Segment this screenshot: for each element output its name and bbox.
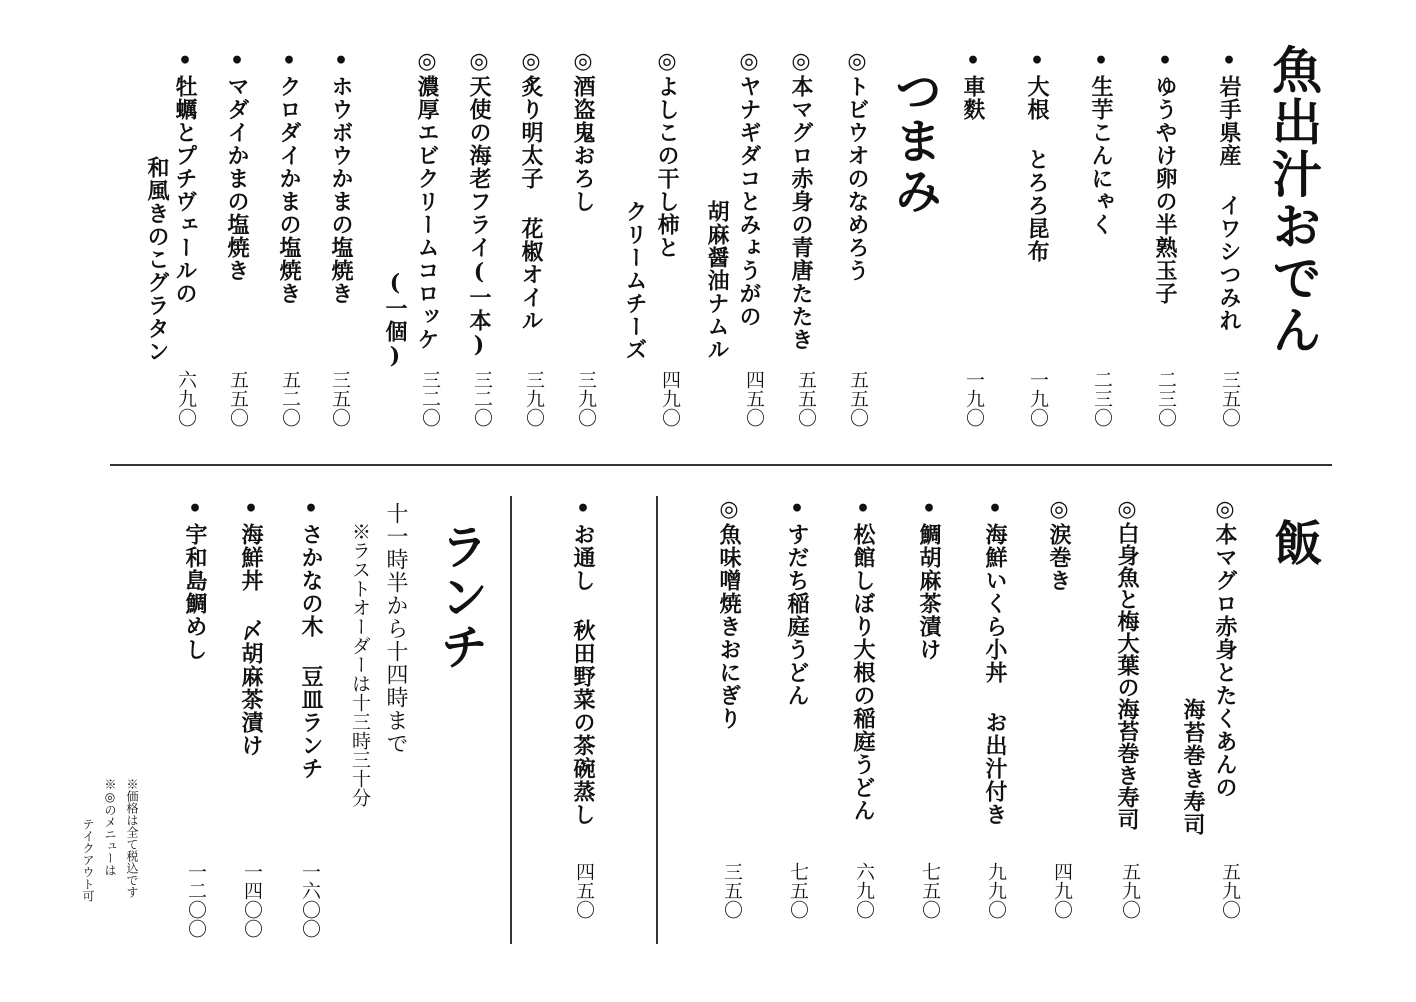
tsumami-price: 五五〇	[795, 370, 817, 427]
meshi-price: 六九〇	[853, 862, 875, 919]
tsumami-item-line2: (一個)	[382, 270, 408, 370]
oden-item: •生芋こんにゃく	[1088, 48, 1114, 236]
lunch-last-order: ※ラストオーダーは十三時三十分	[349, 522, 371, 807]
meshi-price: 七五〇	[919, 862, 941, 919]
oden-title: 魚出汁おでん	[1264, 44, 1323, 356]
meshi-item: ◎白身魚と梅大葉の海苔巻き寿司	[1114, 496, 1140, 830]
column-divider	[656, 496, 658, 944]
otoshi-price: 四五〇	[573, 862, 595, 919]
takeout-note-line2: テイクアウト可	[81, 818, 95, 902]
lunch-price: 一二〇〇	[185, 862, 207, 938]
meshi-price: 五九〇	[1119, 862, 1141, 919]
tsumami-price: 五五〇	[227, 370, 249, 427]
tsumami-item: ◎ヤナギダコとみょうがの	[736, 48, 762, 328]
tsumami-item: •クロダイかまの塩焼き	[276, 48, 302, 305]
lunch-title: ランチ	[432, 522, 488, 672]
otoshi-item: •お通し 秋田野菜の茶碗蒸し	[570, 496, 596, 826]
meshi-item: ◎本マグロ赤身とたくあんの	[1212, 496, 1238, 799]
tsumami-item: •ホウボウかまの塩焼き	[328, 48, 354, 305]
lunch-price: 一四〇〇	[241, 862, 263, 938]
oden-item: •車麩	[960, 48, 986, 121]
tsumami-item: •マダイかまの塩焼き	[224, 48, 250, 282]
tsumami-item: •牡蠣とプチヴェールの	[172, 48, 198, 305]
tsumami-item: ◎炙り明太子 花椒オイル	[518, 48, 544, 332]
section-divider	[110, 464, 1332, 466]
tsumami-price: 三二〇	[419, 370, 441, 427]
tsumami-price: 六九〇	[175, 370, 197, 427]
oden-price: 一九〇	[963, 370, 985, 427]
lunch-item: •宇和島鯛めし	[182, 496, 208, 661]
tsumami-item: ◎濃厚エビクリームコロッケ	[414, 48, 440, 351]
tsumami-price: 五二〇	[279, 370, 301, 427]
tsumami-price: 三五〇	[329, 370, 351, 427]
meshi-item: •鯛胡麻茶漬け	[916, 496, 942, 661]
oden-price: 一九〇	[1027, 370, 1049, 427]
meshi-price: 五九〇	[1219, 862, 1241, 919]
tsumami-item-line2: クリームチーズ	[622, 200, 648, 361]
tsumami-item-line2: 和風きのこグラタン	[144, 156, 170, 363]
tsumami-price: 四九〇	[659, 370, 681, 427]
oden-price: 二三〇	[1091, 370, 1113, 427]
oden-price: 二三〇	[1155, 370, 1177, 427]
tsumami-item: ◎酒盗鬼おろし	[570, 48, 596, 213]
tsumami-item: ◎よしこの干し柿と	[654, 48, 680, 259]
tsumami-price: 四五〇	[743, 370, 765, 427]
oden-item: •ゆうやけ卵の半熟玉子	[1152, 48, 1178, 305]
lunch-item: •海鮮丼 〆胡麻茶漬け	[238, 496, 264, 757]
tsumami-item-line2: 胡麻醤油ナムル	[704, 200, 730, 361]
meshi-price: 四九〇	[1051, 862, 1073, 919]
tax-note: ※価格は全て税込です	[125, 778, 139, 898]
lunch-item: •さかなの木 豆皿ランチ	[298, 496, 324, 780]
meshi-item: •すだち稲庭うどん	[784, 496, 810, 707]
tsumami-price: 三九〇	[575, 370, 597, 427]
oden-item: •大根 とろろ昆布	[1024, 48, 1050, 263]
tsumami-price: 五五〇	[847, 370, 869, 427]
meshi-price: 七五〇	[787, 862, 809, 919]
tsumami-price: 三二〇	[471, 370, 493, 427]
oden-item: •岩手県産 イワシつみれ	[1216, 48, 1242, 332]
column-divider	[510, 496, 512, 944]
oden-price: 三五〇	[1219, 370, 1241, 427]
lunch-hours: 十一時半から十四時まで	[383, 502, 408, 755]
meshi-title: 飯	[1266, 518, 1322, 568]
tsumami-title: つまみ	[886, 66, 942, 216]
meshi-item: ◎魚味噌焼きおにぎり	[716, 496, 742, 730]
meshi-item: ◎涙巻き	[1046, 496, 1072, 592]
lunch-price: 一六〇〇	[299, 862, 321, 938]
tsumami-item: ◎天使の海老フライ(一本)	[466, 48, 492, 359]
meshi-item: •海鮮いくら小丼 お出汁付き	[982, 496, 1008, 826]
meshi-price: 三五〇	[721, 862, 743, 919]
tsumami-price: 三九〇	[523, 370, 545, 427]
takeout-note: ※◎のメニューは	[103, 778, 117, 876]
meshi-item: •松館しぼり大根の稲庭うどん	[850, 496, 876, 822]
meshi-price: 九九〇	[985, 862, 1007, 919]
tsumami-item: ◎トビウオのなめろう	[844, 48, 870, 282]
tsumami-item: ◎本マグロ赤身の青唐たたき	[788, 48, 814, 351]
meshi-item-line2: 海苔巻き寿司	[1180, 698, 1206, 836]
